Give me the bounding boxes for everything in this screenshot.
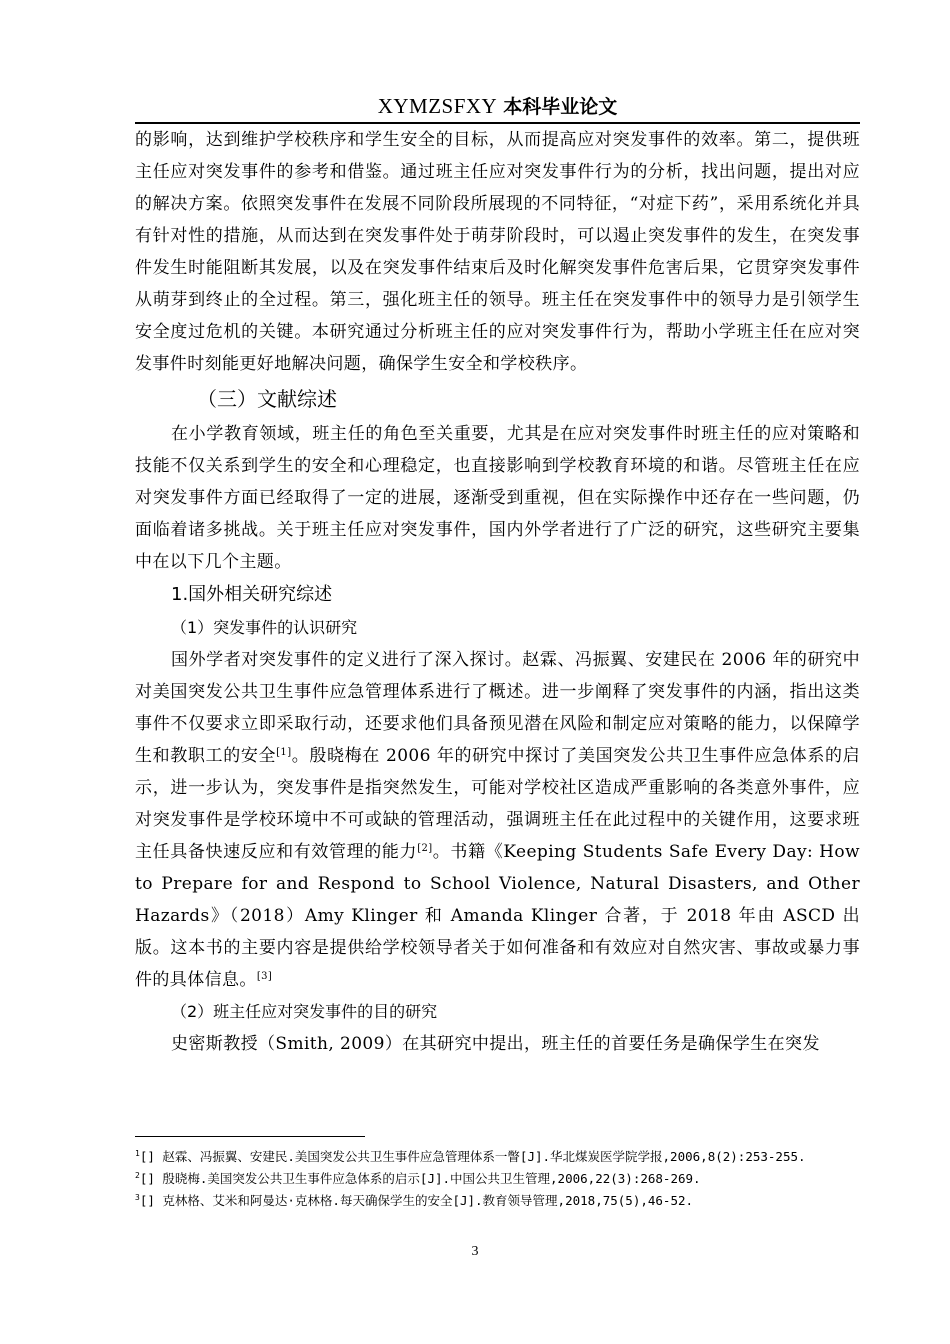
footnotes [135,1146,860,1212]
citation-3[interactable]: [3] [256,971,273,982]
paragraph-foreign-research [135,644,860,996]
paragraph-text-part2: 。殷晓梅在 2006 年的研究中探讨了美国突发公共卫生事件应急体系的启示，进一步认为，突发事件是指突然发生，可能对学校社区造成严重影响的各类意外事件，应对突发事件是学校环境中不可或缺的管理活动，强调班主任在此过程中的关键作用，这要求班主任具备快速反应和有效管理的能力 [135,746,860,862]
footnote-3 [135,1190,860,1212]
citation-1[interactable]: [1] [276,747,292,758]
paragraph-text-part1: 国外学者对突发事件的定义进行了深入探讨。赵霖、冯振翼、安建民在 2006 年的研究中对美国突发公共卫生事件应急管理体系进行了概述。进一步阐释了突发事件的内涵，指出这类事件不仅要求立即采取行动，还要求他们具备预见潜在风险和制定应对策略的能力，以保障学生和教职工的安全 [135,650,860,766]
footnote-separator [135,1136,365,1137]
page-header [135,92,860,120]
subsection-heading-foreign-research: 1.国外相关研究综述 [171,584,333,605]
paragraph-text-part3: 。书籍《Keeping Students Safe Every Day: How to Prepare for and Respond to School Violence, Natural Disasters, and Other Hazards》（2018）Amy Klinger 和 Amanda Klinger 合著，于 2018 年由 ASCD 出版。这本书的主要内容是提供给学校领导者关于如何准备和有效应对自然灾害、事故或暴力事件的具体信息。 [135,842,860,990]
paragraph-literature-overview: 在小学教育领域，班主任的角色至关重要，尤其是在应对突发事件时班主任的应对策略和技能不仅关系到学生的安全和心理稳定，也直接影响到学校教育环境的和谐。尽管班主任在应对突发事件方面已经取得了一定的进展，逐渐受到重视，但在实际操作中还存在一些问题，仍面临着诸多挑战。关于班主任应对突发事件，国内外学者进行了广泛的研究，这些研究主要集中在以下几个主题。 [135,424,860,572]
paragraph-smith-research: 史密斯教授（Smith, 2009）在其研究中提出，班主任的首要任务是确保学生在突发 [171,1034,820,1054]
footnote-mark-1: 1 [135,1149,140,1158]
footnote-text-3: [] 克林格、艾米和阿曼达·克林格.每天确保学生的安全[J].教育领导管理,2018,75(5),46-52. [139,1193,694,1208]
section-heading-literature-review: （三）文献综述 [197,387,337,411]
paragraph-intro-continued: 的影响，达到维护学校秩序和学生安全的目标，从而提高应对突发事件的效率。第二，提供班主任应对突发事件的参考和借鉴。通过班主任应对突发事件行为的分析，找出问题，提出对应的解决方案。依照突发事件在发展不同阶段所展现的不同特征，“对症下药”，采用系统化并具有针对性的措施，从而达到在突发事件处于萌芽阶段时，可以遏止突发事件的发生，在突发事件发生时能阻断其发展，以及在突发事件结束后及时化解突发事件危害后果，它贯穿突发事件从萌芽到终止的全过程。第三，强化班主任的领导。班主任在突发事件中的领导力是引领学生安全度过危机的关键。本研究通过分析班主任的应对突发事件行为，帮助小学班主任在应对突发事件时刻能更好地解决问题，确保学生安全和学校秩序。 [135,130,860,374]
footnote-1 [135,1146,860,1168]
footnote-mark-3: 3 [135,1193,140,1202]
header-code: XYMZSFXY [377,94,498,118]
footnote-mark-2: 2 [135,1171,140,1180]
subsubsection-heading-purpose: （2）班主任应对突发事件的目的研究 [171,1002,438,1021]
page-body [135,124,860,1060]
footnote-text-1: [] 赵霖、冯振翼、安建民.美国突发公共卫生事件应急管理体系一瞥[J].华北煤炭医学院学报,2006,8(2):253-255. [139,1149,806,1164]
header-subtitle: 本科毕业论文 [503,96,618,118]
footnote-text-2: [] 殷晓梅.美国突发公共卫生事件应急体系的启示[J].中国公共卫生管理,2006,22(3):268-269. [139,1171,701,1186]
subsubsection-heading-awareness: （1）突发事件的认识研究 [171,618,358,637]
page-number: 3 [471,1244,479,1259]
citation-2[interactable]: [2] [417,843,433,854]
footnote-2 [135,1168,860,1190]
